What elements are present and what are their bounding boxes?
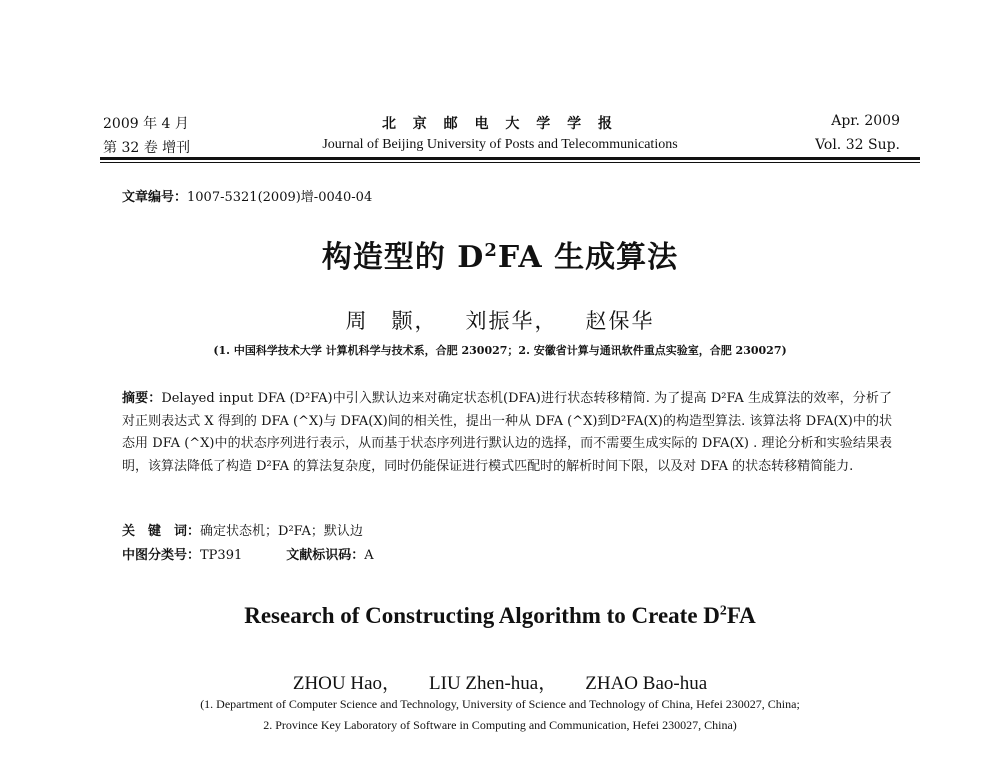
abstract-text: Delayed input DFA (D²FA)中引入默认边来对确定状态机(DFA)进行状态转移精简. 为了提高 D²FA 生成算法的效率，分析了对正则表达式 X 得到的 DFA (^X)与 DFA(X)间的相关性，提出一种从 DFA (^X)到D²FA(X)的构造型算法. 该算法将 DFA(X)中的状态用 DFA (^X)中的状态序列进行表示，从而基于状态序列进行默认边的选择，而不需要生成实际的 DFA(X) . 理论分析和实验结果表明，该算法降低了构造 D²FA 的算法复杂度，同时仍能保证进行模式匹配时的解析时间下限，以及对 DFA 的状态转移精简能力. xyxy=(122,391,892,474)
classification xyxy=(122,544,522,563)
affiliation-cn: (1. 中国科学技术大学 计算机科学与技术系，合肥 230027；2. 安徽省计算与通讯软件重点实验室，合肥 230027) xyxy=(213,344,787,357)
journal-name-cn: 北 京 邮 电 大 学 学 报 xyxy=(381,116,619,132)
volume-cn: 第 32 卷 增刊 xyxy=(103,140,191,156)
keywords xyxy=(122,520,363,539)
title-cn-post: FA 生成算法 xyxy=(497,240,679,275)
authors-en xyxy=(0,668,1000,695)
abstract-label: 摘要： xyxy=(122,391,162,406)
journal-name-en: Journal of Beijing University of Posts and Telecommunications xyxy=(322,137,678,152)
article-number-value: 1007-5321(2009)增-0040-04 xyxy=(187,190,373,205)
document-code-value: A xyxy=(364,548,374,563)
classification-label: 中图分类号： xyxy=(122,548,201,563)
title-en-pre: Research of Constructing Algorithm to Create D xyxy=(244,603,720,628)
author-en: ZHAO Bao-hua xyxy=(585,673,708,694)
author-cn: 周 颢， xyxy=(345,309,438,333)
authors-cn xyxy=(0,305,1000,335)
title-en-sup: 2 xyxy=(719,602,727,618)
volume-en: Vol. 32 Sup. xyxy=(815,137,900,153)
header-rule xyxy=(100,157,920,160)
title-cn xyxy=(0,232,1000,276)
header-rule-thin xyxy=(100,162,920,163)
article-number-label: 文章编号： xyxy=(122,190,188,205)
title-cn-sup: 2 xyxy=(484,240,498,261)
classification-value: TP391 xyxy=(200,548,243,563)
abstract xyxy=(122,388,892,478)
title-en-post: FA xyxy=(726,603,756,628)
keywords-value: 确定状态机；D²FA；默认边 xyxy=(200,524,363,539)
title-cn-pre: 构造型的 D xyxy=(321,240,485,275)
author-en: LIU Zhen-hua， xyxy=(429,673,558,694)
author-cn: 刘振华， xyxy=(465,309,558,333)
author-en: ZHOU Hao， xyxy=(292,673,402,694)
issue-date-en: Apr. 2009 xyxy=(831,113,900,129)
title-en xyxy=(0,603,1000,629)
issue-date-cn: 2009 年 4 月 xyxy=(103,116,189,132)
article-number xyxy=(122,186,372,205)
keywords-label: 关 键 词： xyxy=(122,524,201,539)
author-cn: 赵保华 xyxy=(585,309,655,333)
affiliation-en-2: 2. Province Key Laboratory of Software in Computing and Communication, Hefei 230027, China) xyxy=(263,718,737,732)
affiliation-en-1: (1. Department of Computer Science and Technology, University of Science and Technology of China, Hefei 230027, China; xyxy=(200,697,800,711)
document-code-label: 文献标识码： xyxy=(286,548,365,563)
